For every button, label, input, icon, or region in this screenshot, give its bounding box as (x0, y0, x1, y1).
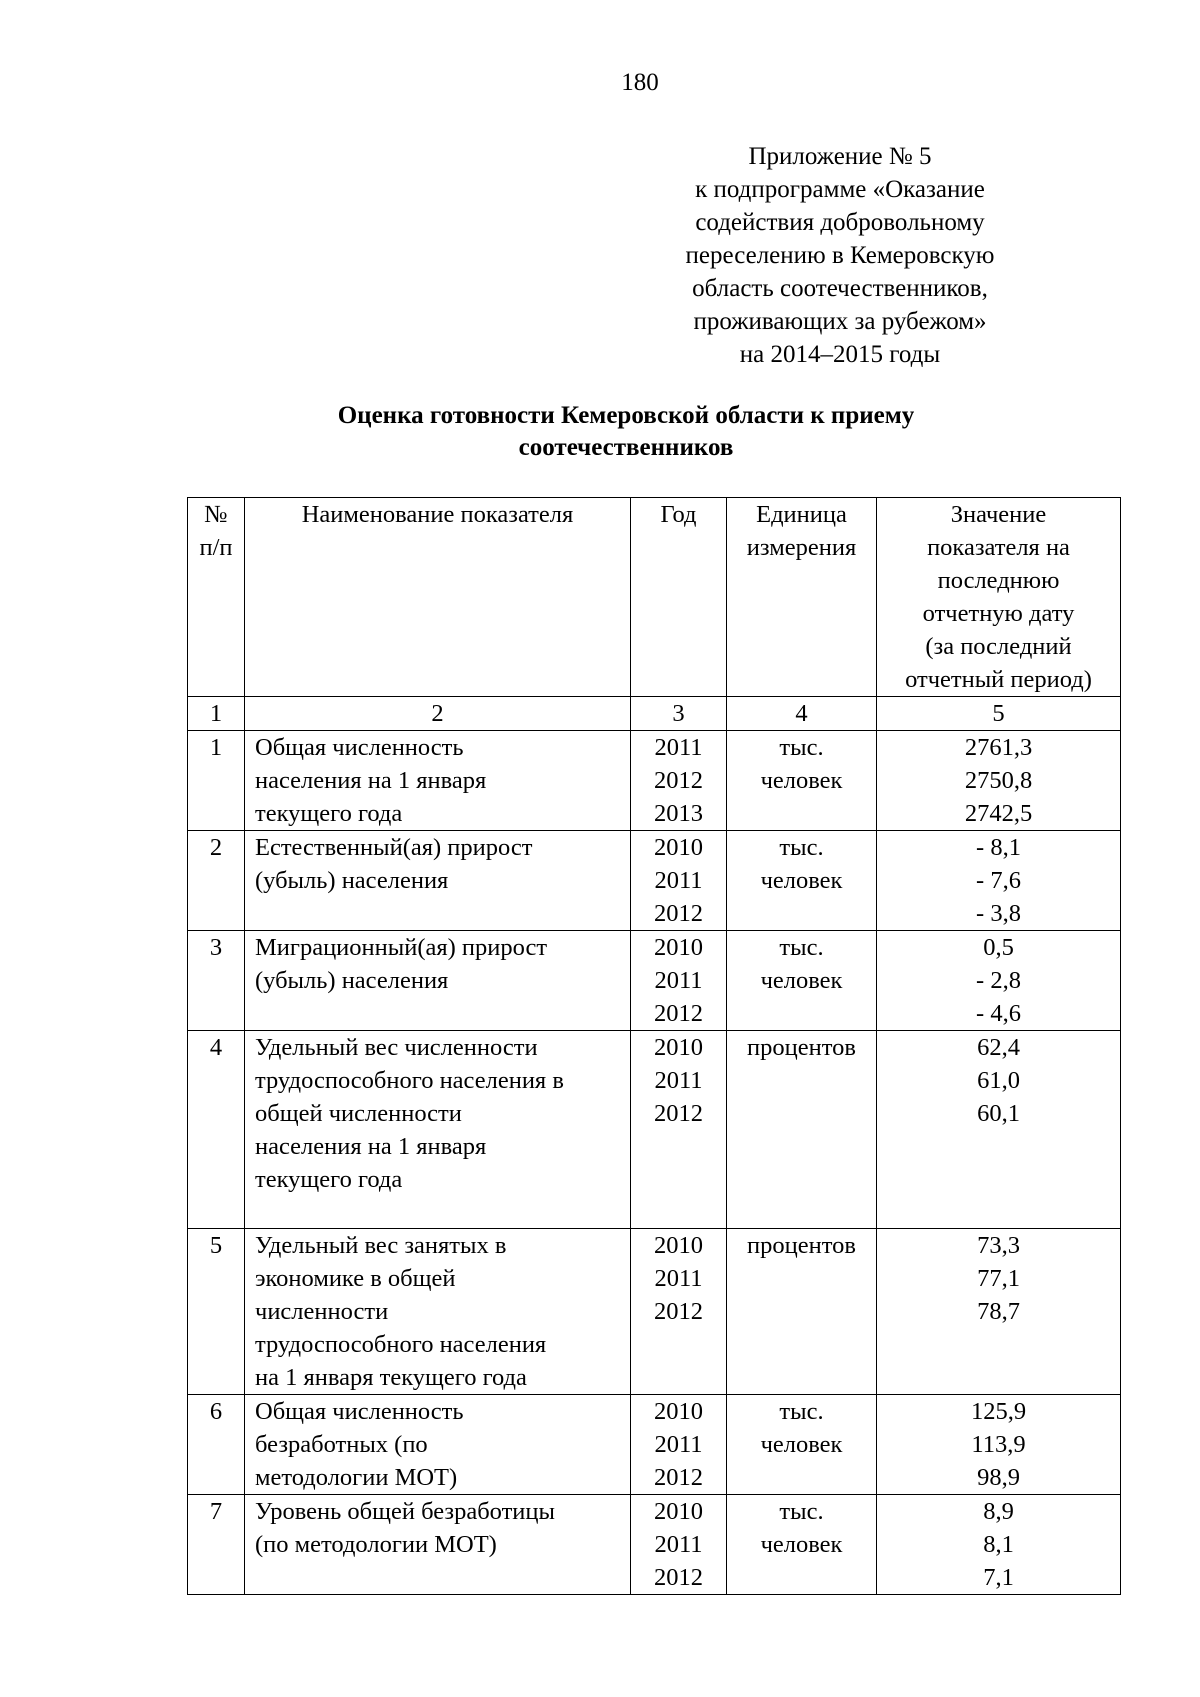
year: 2011 (654, 1265, 703, 1292)
value: 0,5 (983, 934, 1014, 961)
name-line: трудоспособного населения (255, 1331, 547, 1358)
value: - 2,8 (976, 967, 1021, 994)
unit-line: человек (760, 867, 843, 894)
header-number (188, 498, 245, 697)
year: 2010 (654, 1232, 703, 1259)
header-unit (727, 498, 877, 697)
unit-cell (727, 1395, 877, 1495)
indicator-name (245, 731, 631, 831)
values-cell (877, 1495, 1121, 1595)
year: 2012 (654, 1564, 703, 1591)
header-text: (за последний (925, 633, 1072, 660)
indicator-name (245, 1495, 631, 1595)
table-row (188, 731, 1121, 831)
unit-line: тыс. (779, 834, 824, 861)
appendix-line: переселению в Кемеровскую (685, 242, 995, 269)
values-cell (877, 931, 1121, 1031)
indicator-name (245, 1229, 631, 1395)
row-number: 7 (188, 1495, 245, 1595)
appendix-line: проживающих за рубежом» (693, 308, 987, 335)
unit-cell (727, 1031, 877, 1229)
row-number: 2 (188, 831, 245, 931)
name-line: трудоспособного населения в (255, 1067, 564, 1094)
column-number: 3 (631, 697, 727, 731)
header-year: Год (631, 498, 727, 697)
unit-line: тыс. (779, 934, 824, 961)
title-line: соотечественников (518, 434, 734, 461)
values-cell (877, 831, 1121, 931)
value: 113,9 (971, 1431, 1026, 1458)
unit-line: тыс. (779, 734, 824, 761)
value: 125,9 (970, 1398, 1027, 1425)
table-row (188, 1031, 1121, 1229)
unit-cell (727, 831, 877, 931)
header-text: Значение (950, 501, 1047, 528)
header-text: измерения (746, 534, 857, 561)
value: 8,1 (983, 1531, 1014, 1558)
year: 2011 (654, 1431, 703, 1458)
unit-line: тыс. (779, 1398, 824, 1425)
years-cell (631, 1495, 727, 1595)
table-row (188, 931, 1121, 1031)
value: 2750,8 (964, 767, 1033, 794)
year: 2012 (654, 1100, 703, 1127)
name-line: безработных (по (255, 1431, 428, 1458)
header-text: Единица (756, 501, 847, 528)
header-text: отчетную дату (922, 600, 1075, 627)
row-number: 6 (188, 1395, 245, 1495)
column-number: 1 (188, 697, 245, 731)
indicator-name (245, 831, 631, 931)
year: 2011 (654, 967, 703, 994)
row-number: 3 (188, 931, 245, 1031)
year: 2013 (654, 800, 703, 827)
value: 2742,5 (964, 800, 1033, 827)
header-text: показателя на (927, 534, 1070, 561)
unit-line: человек (760, 1531, 843, 1558)
years-cell (631, 931, 727, 1031)
value: 2761,3 (964, 734, 1033, 761)
header-text: п/п (199, 534, 233, 561)
name-line: Общая численность (255, 734, 464, 761)
year: 2011 (654, 734, 703, 761)
header-text: отчетный период) (905, 666, 1092, 693)
year: 2010 (654, 1498, 703, 1525)
column-number: 2 (245, 697, 631, 731)
row-number: 4 (188, 1031, 245, 1229)
unit-line: человек (760, 767, 843, 794)
appendix-note (640, 140, 1040, 371)
row-number: 1 (188, 731, 245, 831)
table-row (188, 1395, 1121, 1495)
year: 2011 (654, 1531, 703, 1558)
name-line: численности (255, 1298, 389, 1325)
name-line: (по методологии МОТ) (255, 1531, 497, 1558)
name-line: населения на 1 января (255, 1133, 487, 1160)
value: 73,3 (977, 1232, 1020, 1259)
indicator-name (245, 931, 631, 1031)
value: 78,7 (977, 1298, 1020, 1325)
year: 2010 (654, 1034, 703, 1061)
value: - 3,8 (976, 900, 1021, 927)
name-line: Общая численность (255, 1398, 464, 1425)
name-line: Миграционный(ая) прирост (255, 934, 548, 961)
year: 2011 (654, 867, 703, 894)
year: 2011 (654, 1067, 703, 1094)
value: 77,1 (977, 1265, 1020, 1292)
name-line: Уровень общей безработицы (255, 1498, 555, 1525)
name-line: (убыль) населения (255, 967, 449, 994)
years-cell (631, 1031, 727, 1229)
unit-cell (727, 1229, 877, 1395)
years-cell (631, 1229, 727, 1395)
name-line: текущего года (255, 1166, 403, 1193)
values-cell (877, 1395, 1121, 1495)
table-row (188, 1229, 1121, 1395)
column-number-row (188, 697, 1121, 731)
document-title (186, 400, 1066, 464)
value: 8,9 (983, 1498, 1014, 1525)
unit-line: человек (760, 967, 843, 994)
header-text: последнюю (937, 567, 1060, 594)
values-cell (877, 1031, 1121, 1229)
value: - 8,1 (976, 834, 1021, 861)
indicator-name (245, 1031, 631, 1229)
unit-line: процентов (747, 1034, 856, 1061)
name-line: Естественный(ая) прирост (255, 834, 533, 861)
header-value (877, 498, 1121, 697)
value: 98,9 (977, 1464, 1020, 1491)
year: 2012 (654, 900, 703, 927)
name-line: методологии МОТ) (255, 1464, 458, 1491)
value: - 7,6 (976, 867, 1021, 894)
name-line: общей численности (255, 1100, 462, 1127)
appendix-line: на 2014–2015 годы (739, 341, 941, 368)
years-cell (631, 731, 727, 831)
name-line: на 1 января текущего года (255, 1364, 527, 1391)
indicator-name (245, 1395, 631, 1495)
appendix-line: область соотечественников, (692, 275, 988, 302)
appendix-line: к подпрограмме «Оказание (695, 176, 985, 203)
title-line: Оценка готовности Кемеровской области к приему (337, 402, 915, 429)
row-number: 5 (188, 1229, 245, 1395)
value: 60,1 (977, 1100, 1020, 1127)
year: 2012 (654, 1000, 703, 1027)
years-cell (631, 1395, 727, 1495)
table-header-row (188, 498, 1121, 697)
header-name: Наименование показателя (245, 498, 631, 697)
value: 61,0 (977, 1067, 1020, 1094)
unit-cell (727, 931, 877, 1031)
name-line: Удельный вес численности (255, 1034, 538, 1061)
values-cell (877, 731, 1121, 831)
name-line: (убыль) населения (255, 867, 449, 894)
year: 2010 (654, 834, 703, 861)
year: 2012 (654, 1464, 703, 1491)
year: 2012 (654, 1298, 703, 1325)
year: 2010 (654, 1398, 703, 1425)
name-line: Удельный вес занятых в (255, 1232, 507, 1259)
unit-line: процентов (747, 1232, 856, 1259)
unit-line: человек (760, 1431, 843, 1458)
indicators-table (187, 497, 1121, 1595)
value: 62,4 (977, 1034, 1020, 1061)
value: - 4,6 (976, 1000, 1021, 1027)
year: 2010 (654, 934, 703, 961)
name-line: экономике в общей (255, 1265, 456, 1292)
page-number: 180 (621, 69, 659, 96)
name-line: населения на 1 января (255, 767, 487, 794)
table-row (188, 831, 1121, 931)
years-cell (631, 831, 727, 931)
unit-cell (727, 731, 877, 831)
column-number: 5 (877, 697, 1121, 731)
name-line: текущего года (255, 800, 403, 827)
header-text: № (204, 501, 228, 528)
year: 2012 (654, 767, 703, 794)
unit-cell (727, 1495, 877, 1595)
unit-line: тыс. (779, 1498, 824, 1525)
value: 7,1 (983, 1564, 1014, 1591)
values-cell (877, 1229, 1121, 1395)
table-row (188, 1495, 1121, 1595)
appendix-line: Приложение № 5 (748, 143, 932, 170)
appendix-line: содействия добровольному (695, 209, 985, 236)
column-number: 4 (727, 697, 877, 731)
